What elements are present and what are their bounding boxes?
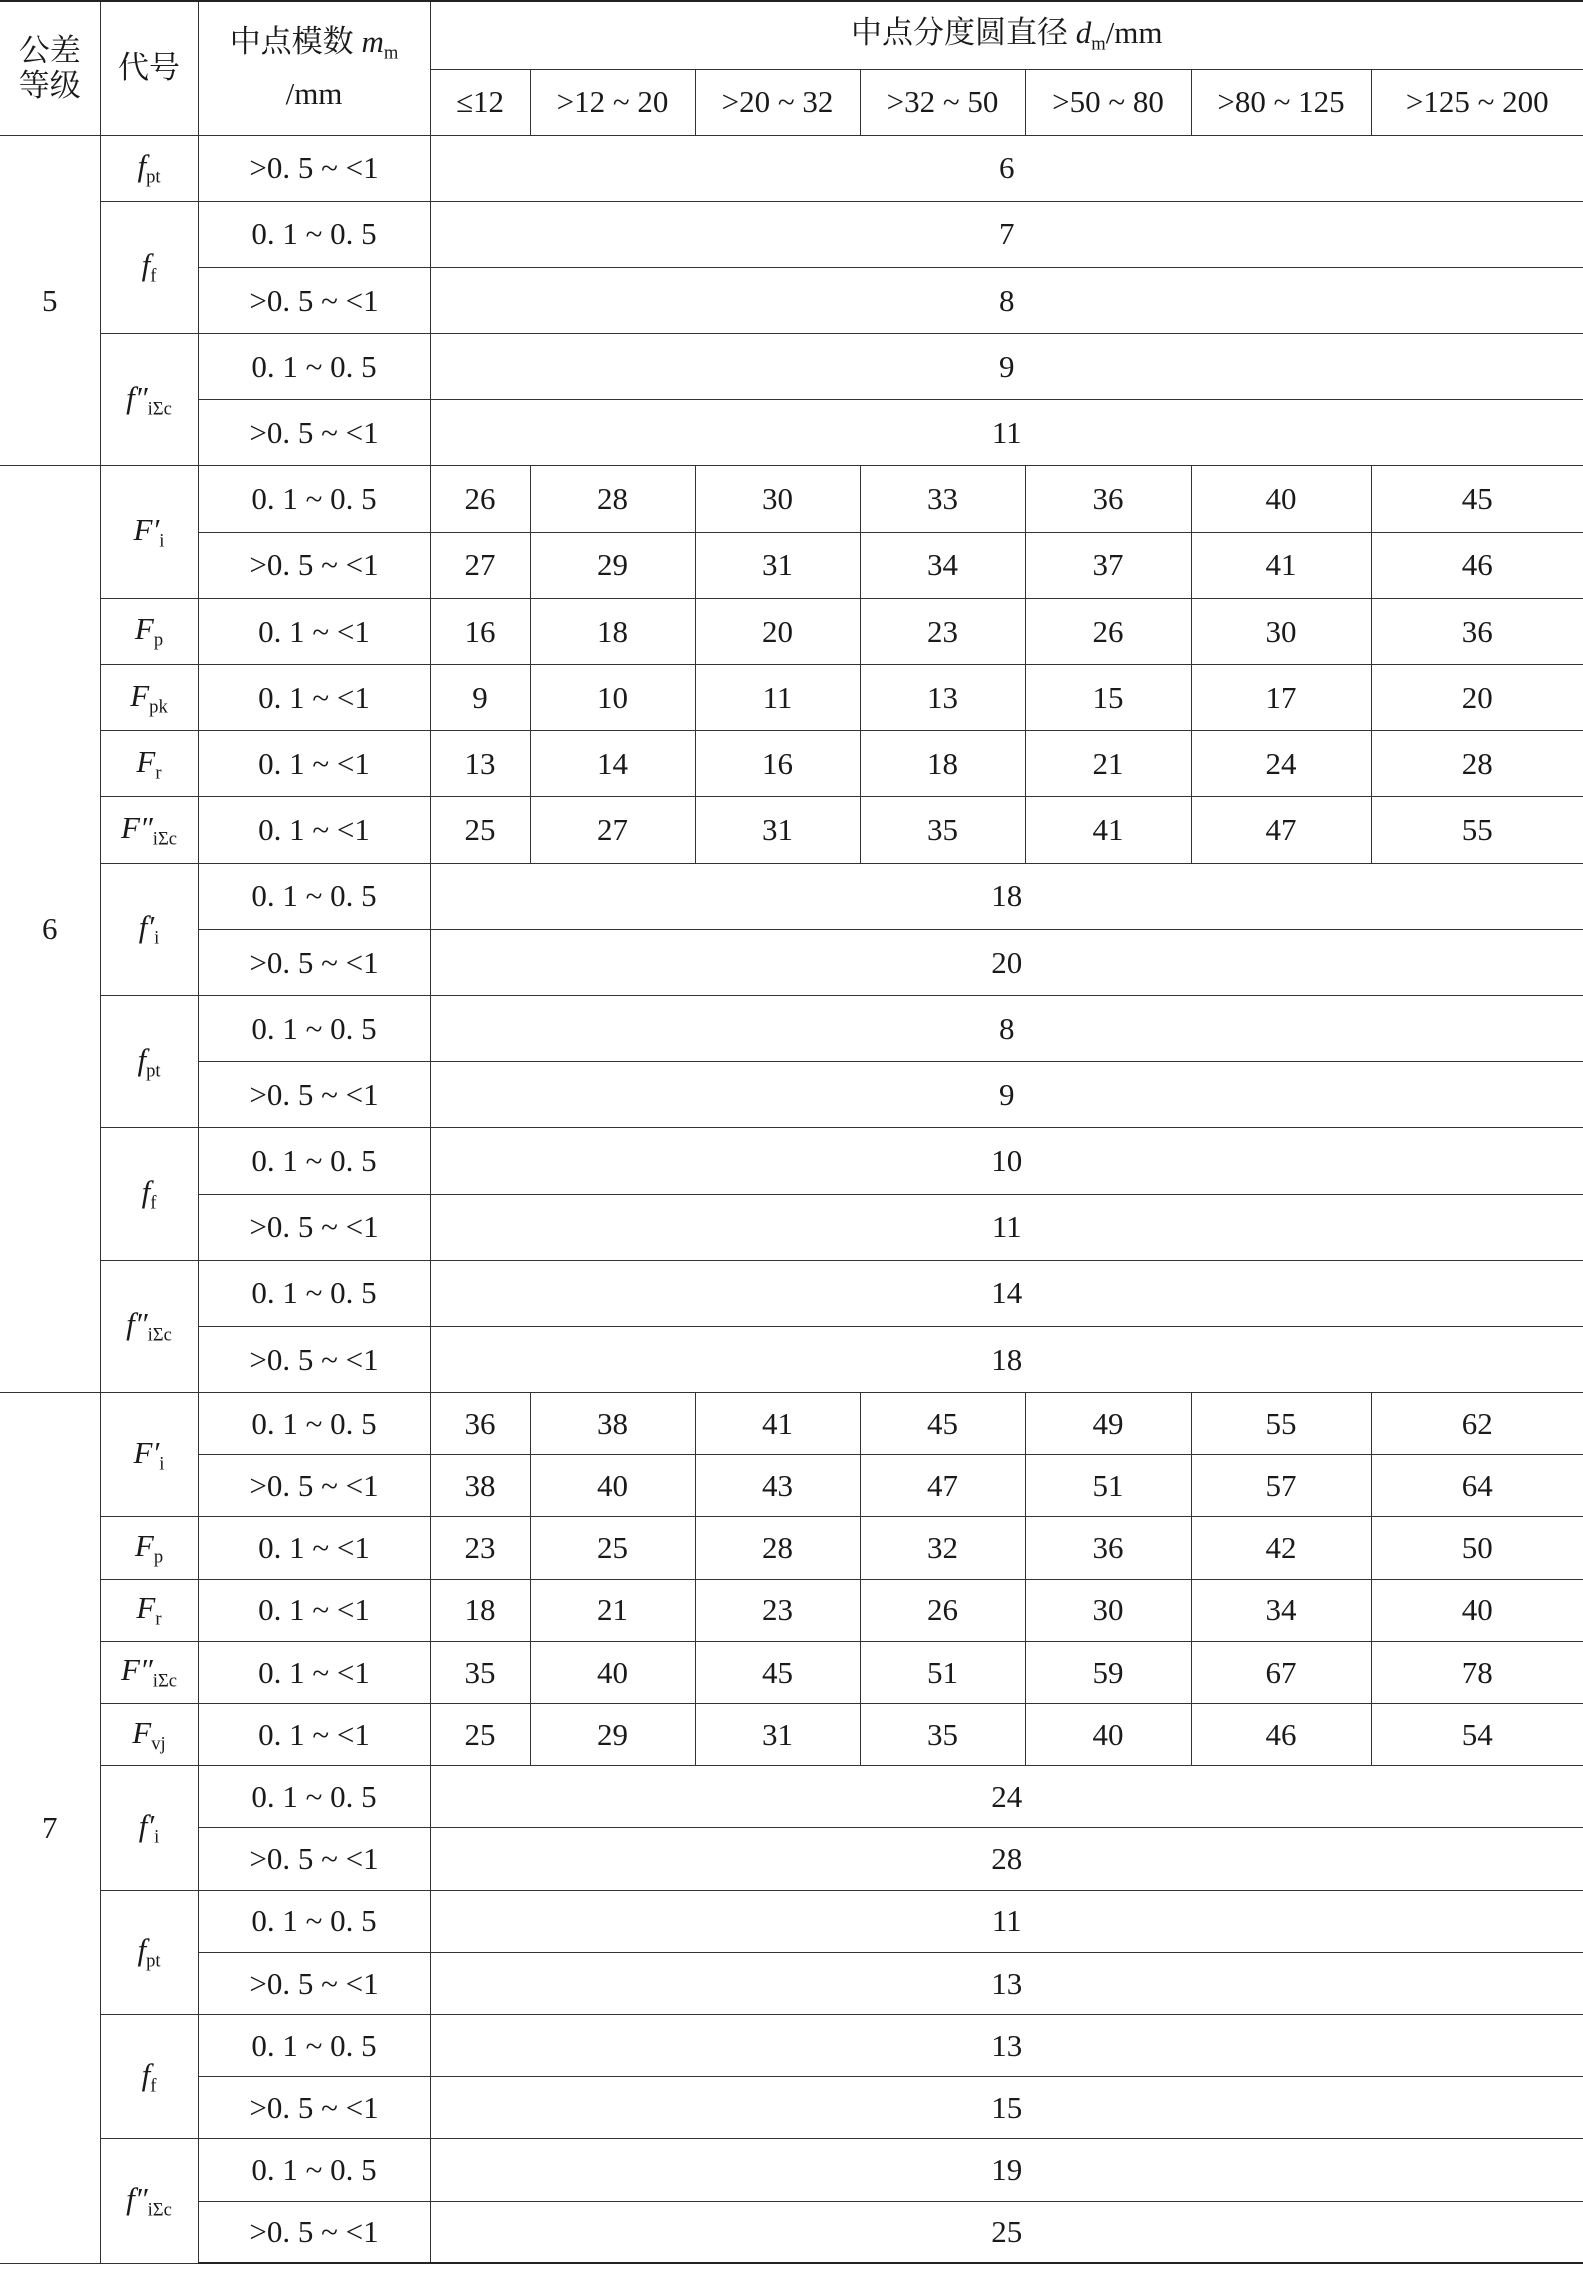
symbol-cell: [100, 797, 198, 863]
value-cell: 49: [1025, 1393, 1191, 1455]
symbol-base: F′: [133, 1434, 160, 1470]
header-module-unit: /mm: [285, 76, 343, 112]
value-cell: 13: [430, 1952, 1583, 2014]
symbol-cell: [100, 1579, 198, 1641]
module-cell: >0. 5 ~ <1: [198, 2077, 430, 2139]
value-cell: 36: [430, 1393, 530, 1455]
value-cell: 33: [860, 466, 1025, 532]
module-cell: >0. 5 ~ <1: [198, 929, 430, 995]
module-cell: 0. 1 ~ 0. 5: [198, 1393, 430, 1455]
value-cell: 18: [860, 731, 1025, 797]
value-cell: 26: [430, 466, 530, 532]
grade-cell: 5: [0, 135, 100, 466]
value-cell: 19: [430, 2139, 1583, 2201]
header-diameter-sub: m: [1091, 33, 1106, 55]
value-cell: 29: [530, 532, 695, 598]
symbol-base: f″: [126, 379, 148, 415]
value-cell: 38: [430, 1455, 530, 1517]
table-row: [0, 1326, 1583, 1392]
symbol-cell: [100, 135, 198, 201]
module-cell: 0. 1 ~ <1: [198, 598, 430, 664]
header-module: [198, 1, 430, 135]
symbol-cell: [100, 2014, 198, 2138]
header-range-5: >50 ~ 80: [1025, 69, 1191, 135]
symbol-base: F: [134, 611, 154, 647]
value-cell: 41: [1025, 797, 1191, 863]
table-row: [0, 598, 1583, 664]
value-cell: 30: [1025, 1579, 1191, 1641]
value-cell: 37: [1025, 532, 1191, 598]
value-cell: 50: [1371, 1517, 1583, 1579]
symbol-base: f′: [138, 909, 155, 945]
value-cell: 47: [1191, 797, 1371, 863]
value-cell: 40: [1191, 466, 1371, 532]
symbol-cell: [100, 201, 198, 333]
symbol-subscript: iΣc: [152, 1670, 178, 1692]
value-cell: 25: [430, 2201, 1583, 2263]
value-cell: 7: [430, 201, 1583, 267]
symbol-subscript: pt: [146, 166, 161, 188]
value-cell: 31: [695, 797, 860, 863]
table-body: [0, 135, 1583, 2263]
value-cell: 26: [1025, 598, 1191, 664]
symbol-subscript: r: [155, 762, 162, 784]
value-cell: 27: [430, 532, 530, 598]
value-cell: 13: [430, 2014, 1583, 2076]
table-row: [0, 1062, 1583, 1128]
symbol-cell: [100, 995, 198, 1127]
value-cell: 10: [530, 665, 695, 731]
table-row: [0, 1828, 1583, 1890]
value-cell: 11: [430, 1194, 1583, 1260]
value-cell: 25: [530, 1517, 695, 1579]
value-cell: 9: [430, 665, 530, 731]
value-cell: 8: [430, 995, 1583, 1061]
module-cell: >0. 5 ~ <1: [198, 532, 430, 598]
value-cell: 30: [1191, 598, 1371, 664]
symbol-base: F′: [133, 512, 160, 548]
module-cell: >0. 5 ~ <1: [198, 400, 430, 466]
symbol-subscript: iΣc: [147, 398, 172, 420]
symbol-subscript: i: [154, 1826, 160, 1848]
value-cell: 11: [695, 665, 860, 731]
module-cell: 0. 1 ~ 0. 5: [198, 1128, 430, 1194]
value-cell: 36: [1025, 1517, 1191, 1579]
module-cell: 0. 1 ~ <1: [198, 665, 430, 731]
value-cell: 40: [530, 1455, 695, 1517]
value-cell: 11: [430, 1890, 1583, 1952]
module-cell: >0. 5 ~ <1: [198, 1194, 430, 1260]
value-cell: 13: [860, 665, 1025, 731]
value-cell: 36: [1025, 466, 1191, 532]
value-cell: 24: [430, 1766, 1583, 1828]
symbol-cell: [100, 1393, 198, 1517]
symbol-base: F: [130, 677, 150, 713]
module-cell: 0. 1 ~ 0. 5: [198, 201, 430, 267]
table-row: [0, 1579, 1583, 1641]
symbol-subscript: iΣc: [152, 828, 178, 850]
value-cell: 18: [530, 598, 695, 664]
symbol-base: F: [136, 1590, 156, 1626]
header-range-3: >20 ~ 32: [695, 69, 860, 135]
value-cell: 45: [860, 1393, 1025, 1455]
symbol-subscript: pk: [149, 696, 168, 718]
header-diameter-unit: /mm: [1105, 15, 1163, 51]
symbol-base: f: [137, 1041, 147, 1077]
symbol-base: F″: [120, 1652, 153, 1688]
value-cell: 15: [430, 2077, 1583, 2139]
table-row: [0, 1517, 1583, 1579]
symbol-subscript: i: [159, 1453, 165, 1475]
value-cell: 23: [695, 1579, 860, 1641]
module-cell: 0. 1 ~ <1: [198, 1704, 430, 1766]
module-cell: >0. 5 ~ <1: [198, 1062, 430, 1128]
value-cell: 57: [1191, 1455, 1371, 1517]
value-cell: 55: [1191, 1393, 1371, 1455]
table-row: [0, 1128, 1583, 1194]
symbol-base: f: [141, 247, 151, 283]
table-row: [0, 1641, 1583, 1703]
symbol-cell: [100, 731, 198, 797]
value-cell: 24: [1191, 731, 1371, 797]
value-cell: 51: [860, 1641, 1025, 1703]
value-cell: 20: [695, 598, 860, 664]
value-cell: 78: [1371, 1641, 1583, 1703]
table-row: [0, 929, 1583, 995]
table-row: [0, 1455, 1583, 1517]
table-row: [0, 797, 1583, 863]
value-cell: 43: [695, 1455, 860, 1517]
value-cell: 32: [860, 1517, 1025, 1579]
value-cell: 18: [430, 863, 1583, 929]
header-module-sub: m: [383, 42, 399, 64]
module-cell: >0. 5 ~ <1: [198, 1828, 430, 1890]
value-cell: 67: [1191, 1641, 1371, 1703]
symbol-base: f″: [126, 1306, 148, 1342]
value-cell: 14: [430, 1260, 1583, 1326]
header-diameter-label: 中点分度圆直径: [850, 15, 1076, 51]
value-cell: 20: [1371, 665, 1583, 731]
value-cell: 26: [860, 1579, 1025, 1641]
value-cell: 35: [860, 1704, 1025, 1766]
symbol-base: f: [141, 1174, 151, 1210]
symbol-base: f: [137, 1932, 147, 1968]
symbol-cell: [100, 1517, 198, 1579]
symbol-cell: [100, 1260, 198, 1392]
value-cell: 11: [430, 400, 1583, 466]
value-cell: 31: [695, 532, 860, 598]
value-cell: 42: [1191, 1517, 1371, 1579]
symbol-base: F: [134, 1528, 154, 1564]
value-cell: 30: [695, 466, 860, 532]
table-row: [0, 665, 1583, 731]
table-row: [0, 1952, 1583, 2014]
value-cell: 8: [430, 267, 1583, 333]
module-cell: 0. 1 ~ 0. 5: [198, 2139, 430, 2201]
value-cell: 18: [430, 1326, 1583, 1392]
value-cell: 41: [695, 1393, 860, 1455]
value-cell: 28: [1371, 731, 1583, 797]
value-cell: 13: [430, 731, 530, 797]
value-cell: 34: [1191, 1579, 1371, 1641]
table-row: [0, 267, 1583, 333]
module-cell: >0. 5 ~ <1: [198, 1952, 430, 2014]
symbol-subscript: r: [155, 1608, 162, 1630]
value-cell: 28: [530, 466, 695, 532]
value-cell: 31: [695, 1704, 860, 1766]
header-range-7: >125 ~ 200: [1371, 69, 1583, 135]
table-row: [0, 1260, 1583, 1326]
module-cell: 0. 1 ~ 0. 5: [198, 334, 430, 400]
value-cell: 6: [430, 135, 1583, 201]
module-cell: 0. 1 ~ 0. 5: [198, 1766, 430, 1828]
value-cell: 34: [860, 532, 1025, 598]
table-row: [0, 135, 1583, 201]
table-row: [0, 863, 1583, 929]
symbol-cell: [100, 1890, 198, 2014]
value-cell: 15: [1025, 665, 1191, 731]
table-row: [0, 400, 1583, 466]
symbol-cell: [100, 1766, 198, 1890]
value-cell: 9: [430, 334, 1583, 400]
symbol-cell: [100, 466, 198, 598]
value-cell: 23: [860, 598, 1025, 664]
value-cell: 51: [1025, 1455, 1191, 1517]
table-row: [0, 334, 1583, 400]
symbol-cell: [100, 1704, 198, 1766]
module-cell: 0. 1 ~ <1: [198, 1517, 430, 1579]
value-cell: 62: [1371, 1393, 1583, 1455]
symbol-subscript: f: [150, 2075, 157, 2097]
table-row: [0, 2201, 1583, 2263]
symbol-base: F: [132, 1714, 152, 1750]
symbol-subscript: i: [154, 927, 160, 949]
symbol-cell: [100, 1641, 198, 1703]
symbol-base: f: [141, 2056, 151, 2092]
header-range-1: ≤12: [430, 69, 530, 135]
module-cell: >0. 5 ~ <1: [198, 267, 430, 333]
value-cell: 16: [430, 598, 530, 664]
module-cell: 0. 1 ~ <1: [198, 1641, 430, 1703]
table-row: [0, 532, 1583, 598]
symbol-base: f″: [126, 2181, 148, 2217]
symbol-subscript: p: [153, 1546, 164, 1568]
symbol-subscript: i: [159, 530, 165, 552]
value-cell: 47: [860, 1455, 1025, 1517]
table-row: [0, 1890, 1583, 1952]
value-cell: 54: [1371, 1704, 1583, 1766]
header-code: 代号: [100, 1, 198, 135]
grade-cell: 7: [0, 1393, 100, 2264]
header-module-var: m: [361, 24, 384, 60]
table-row: [0, 466, 1583, 532]
table-row: [0, 201, 1583, 267]
table-row: [0, 1704, 1583, 1766]
value-cell: 18: [430, 1579, 530, 1641]
symbol-cell: [100, 598, 198, 664]
value-cell: 45: [1371, 466, 1583, 532]
symbol-subscript: pt: [146, 1950, 161, 1972]
module-cell: 0. 1 ~ 0. 5: [198, 466, 430, 532]
value-cell: 46: [1191, 1704, 1371, 1766]
value-cell: 20: [430, 929, 1583, 995]
value-cell: 14: [530, 731, 695, 797]
value-cell: 27: [530, 797, 695, 863]
value-cell: 28: [695, 1517, 860, 1579]
value-cell: 40: [530, 1641, 695, 1703]
value-cell: 35: [430, 1641, 530, 1703]
table-row: [0, 1766, 1583, 1828]
symbol-subscript: iΣc: [147, 1324, 172, 1346]
symbol-subscript: f: [150, 265, 157, 287]
module-cell: >0. 5 ~ <1: [198, 135, 430, 201]
symbol-cell: [100, 2139, 198, 2263]
symbol-cell: [100, 334, 198, 466]
table-row: [0, 1393, 1583, 1455]
module-cell: 0. 1 ~ 0. 5: [198, 2014, 430, 2076]
symbol-base: f: [137, 148, 147, 184]
value-cell: 28: [430, 1828, 1583, 1890]
module-cell: >0. 5 ~ <1: [198, 1326, 430, 1392]
module-cell: 0. 1 ~ <1: [198, 731, 430, 797]
value-cell: 40: [1371, 1579, 1583, 1641]
value-cell: 40: [1025, 1704, 1191, 1766]
header-range-6: >80 ~ 125: [1191, 69, 1371, 135]
value-cell: 16: [695, 731, 860, 797]
table-row: [0, 2139, 1583, 2201]
table-row: [0, 2014, 1583, 2076]
value-cell: 64: [1371, 1455, 1583, 1517]
value-cell: 25: [430, 797, 530, 863]
symbol-base: F: [136, 743, 156, 779]
value-cell: 17: [1191, 665, 1371, 731]
module-cell: 0. 1 ~ 0. 5: [198, 863, 430, 929]
value-cell: 38: [530, 1393, 695, 1455]
value-cell: 36: [1371, 598, 1583, 664]
table-row: [0, 731, 1583, 797]
module-cell: >0. 5 ~ <1: [198, 1455, 430, 1517]
value-cell: 46: [1371, 532, 1583, 598]
symbol-subscript: p: [153, 629, 164, 651]
header-diameter-var: d: [1075, 15, 1092, 51]
symbol-subscript: vj: [151, 1733, 166, 1755]
symbol-subscript: f: [150, 1192, 157, 1214]
module-cell: >0. 5 ~ <1: [198, 2201, 430, 2263]
value-cell: 21: [1025, 731, 1191, 797]
module-cell: 0. 1 ~ <1: [198, 1579, 430, 1641]
symbol-subscript: pt: [146, 1060, 161, 1082]
value-cell: 45: [695, 1641, 860, 1703]
value-cell: 55: [1371, 797, 1583, 863]
module-cell: 0. 1 ~ 0. 5: [198, 995, 430, 1061]
table-row: [0, 1194, 1583, 1260]
value-cell: 9: [430, 1062, 1583, 1128]
value-cell: 25: [430, 1704, 530, 1766]
symbol-cell: [100, 863, 198, 995]
value-cell: 35: [860, 797, 1025, 863]
module-cell: 0. 1 ~ 0. 5: [198, 1890, 430, 1952]
header-grade: 公差等级: [0, 1, 100, 135]
symbol-base: F″: [120, 810, 153, 846]
header-diameter: [430, 1, 1583, 69]
header-module-label: 中点模数: [229, 24, 362, 60]
value-cell: 10: [430, 1128, 1583, 1194]
module-cell: 0. 1 ~ 0. 5: [198, 1260, 430, 1326]
value-cell: 41: [1191, 532, 1371, 598]
table-row: [0, 2077, 1583, 2139]
value-cell: 23: [430, 1517, 530, 1579]
header-range-2: >12 ~ 20: [530, 69, 695, 135]
value-cell: 59: [1025, 1641, 1191, 1703]
header-range-4: >32 ~ 50: [860, 69, 1025, 135]
value-cell: 21: [530, 1579, 695, 1641]
symbol-subscript: iΣc: [147, 2199, 172, 2221]
table-row: [0, 995, 1583, 1061]
grade-cell: 6: [0, 466, 100, 1393]
value-cell: 29: [530, 1704, 695, 1766]
symbol-cell: [100, 665, 198, 731]
module-cell: 0. 1 ~ <1: [198, 797, 430, 863]
symbol-cell: [100, 1128, 198, 1260]
symbol-base: f′: [138, 1807, 155, 1843]
